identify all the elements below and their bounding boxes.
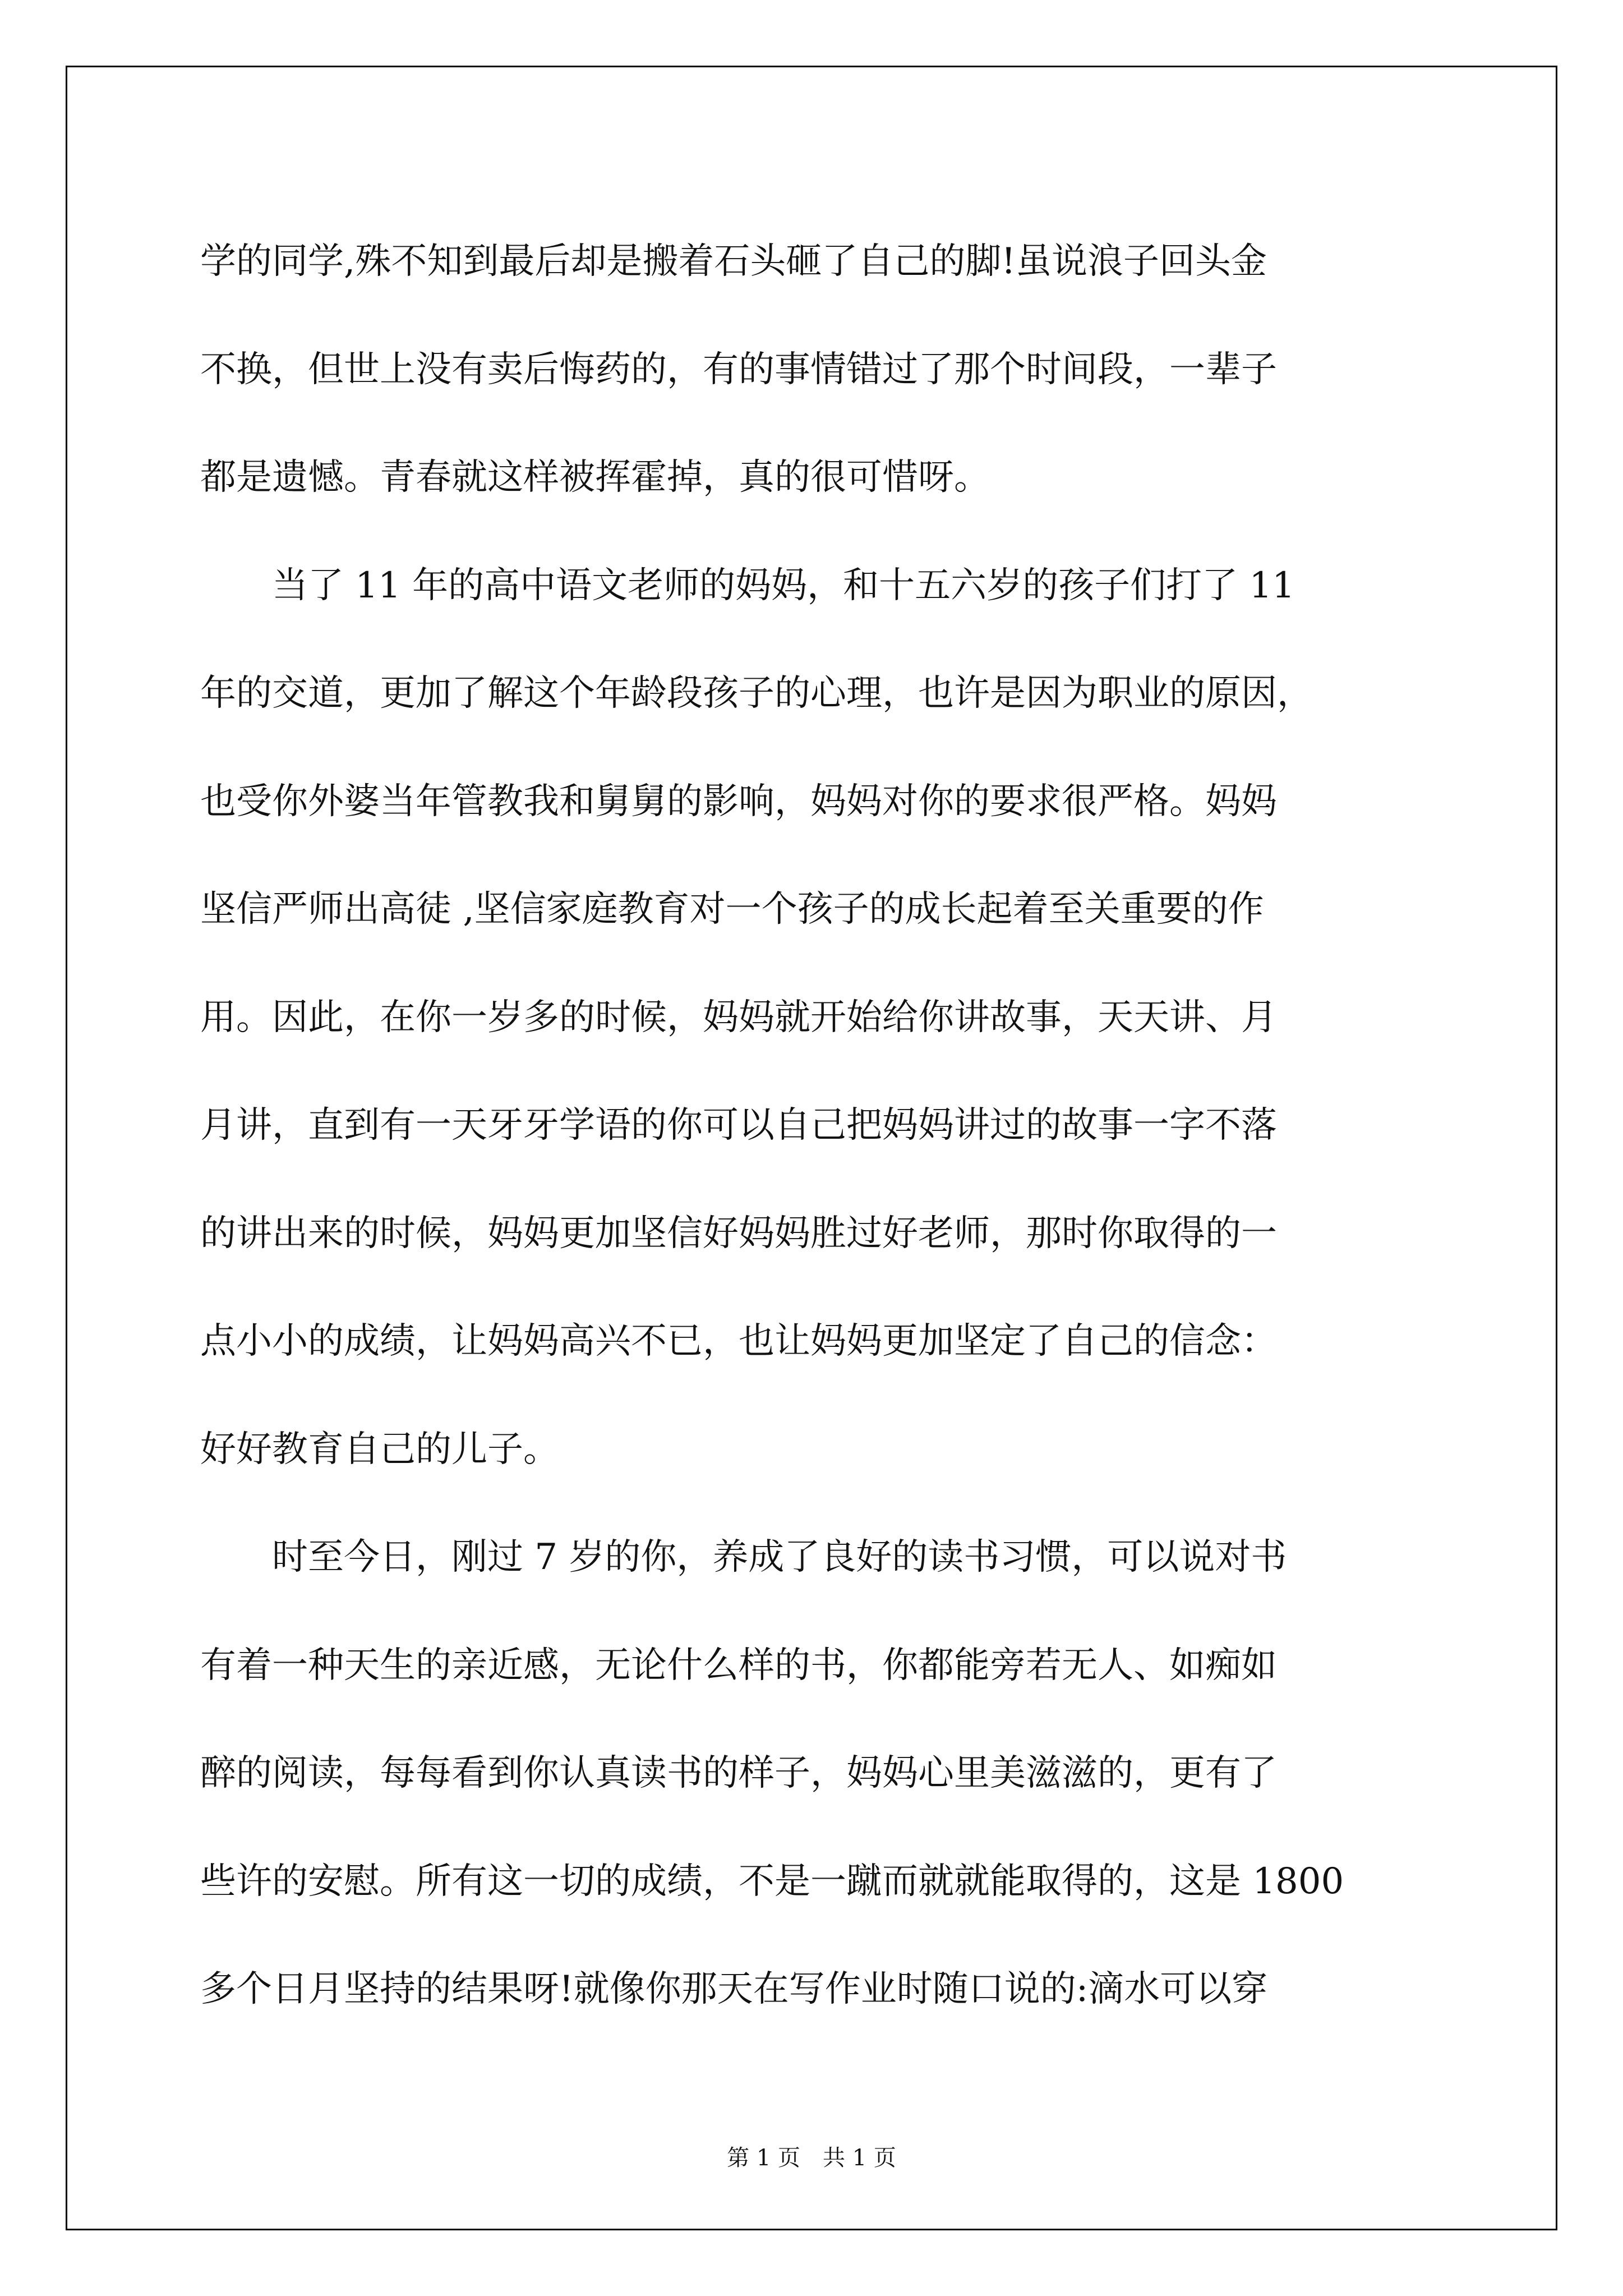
text-line: 月讲，直到有一天牙牙学语的你可以自己把妈妈讲过的故事一字不落 [200,1105,1277,1146]
page-footer: 第 1 页 共 1 页 [727,2145,896,2171]
text-line: 点小小的成绩，让妈妈高兴不已，也让妈妈更加坚定了自己的信念： [200,1320,1277,1362]
text-line: 也受你外婆当年管教我和舅舅的影响，妈妈对你的要求很严格。妈妈 [200,780,1277,822]
text-line: 学的同学,殊不知到最后却是搬着石头砸了自己的脚!虽说浪子回头金 [200,241,1267,282]
text-line: 好好教育自己的儿子。 [200,1428,559,1470]
body-text [200,208,1423,2044]
text-line: 时至今日，刚过 7 岁的你，养成了良好的读书习惯，可以说对书 [200,1536,1287,1578]
text-line: 坚信严师出高徒 ,坚信家庭教育对一个孩子的成长起着至关重要的作 [200,889,1264,930]
text-line: 都是遗憾。青春就这样被挥霍掉，真的很可惜呀。 [200,457,990,498]
text-line: 醉的阅读，每每看到你认真读书的样子，妈妈心里美滋滋的，更有了 [200,1752,1277,1794]
text-line: 多个日月坚持的结果呀!就像你那天在写作业时随口说的:滴水可以穿 [200,1968,1268,2010]
text-line: 当了 11 年的高中语文老师的妈妈，和十五六岁的孩子们打了 11 [200,564,1295,606]
text-line: 的讲出来的时候，妈妈更加坚信好妈妈胜过好老师，那时你取得的一 [200,1212,1277,1254]
text-line: 些许的安慰。所有这一切的成绩，不是一蹴而就就能取得的，这是 1800 [200,1860,1344,1902]
text-line: 年的交道，更加了解这个年龄段孩子的心理，也许是因为职业的原因， [200,673,1313,714]
text-line: 用。因此，在你一岁多的时候，妈妈就开始给你讲故事，天天讲、月 [200,996,1277,1038]
text-line: 不换，但世上没有卖后悔药的，有的事情错过了那个时间段，一辈子 [200,348,1277,390]
text-line: 有着一种天生的亲近感，无论什么样的书，你都能旁若无人、如痴如 [200,1644,1277,1686]
